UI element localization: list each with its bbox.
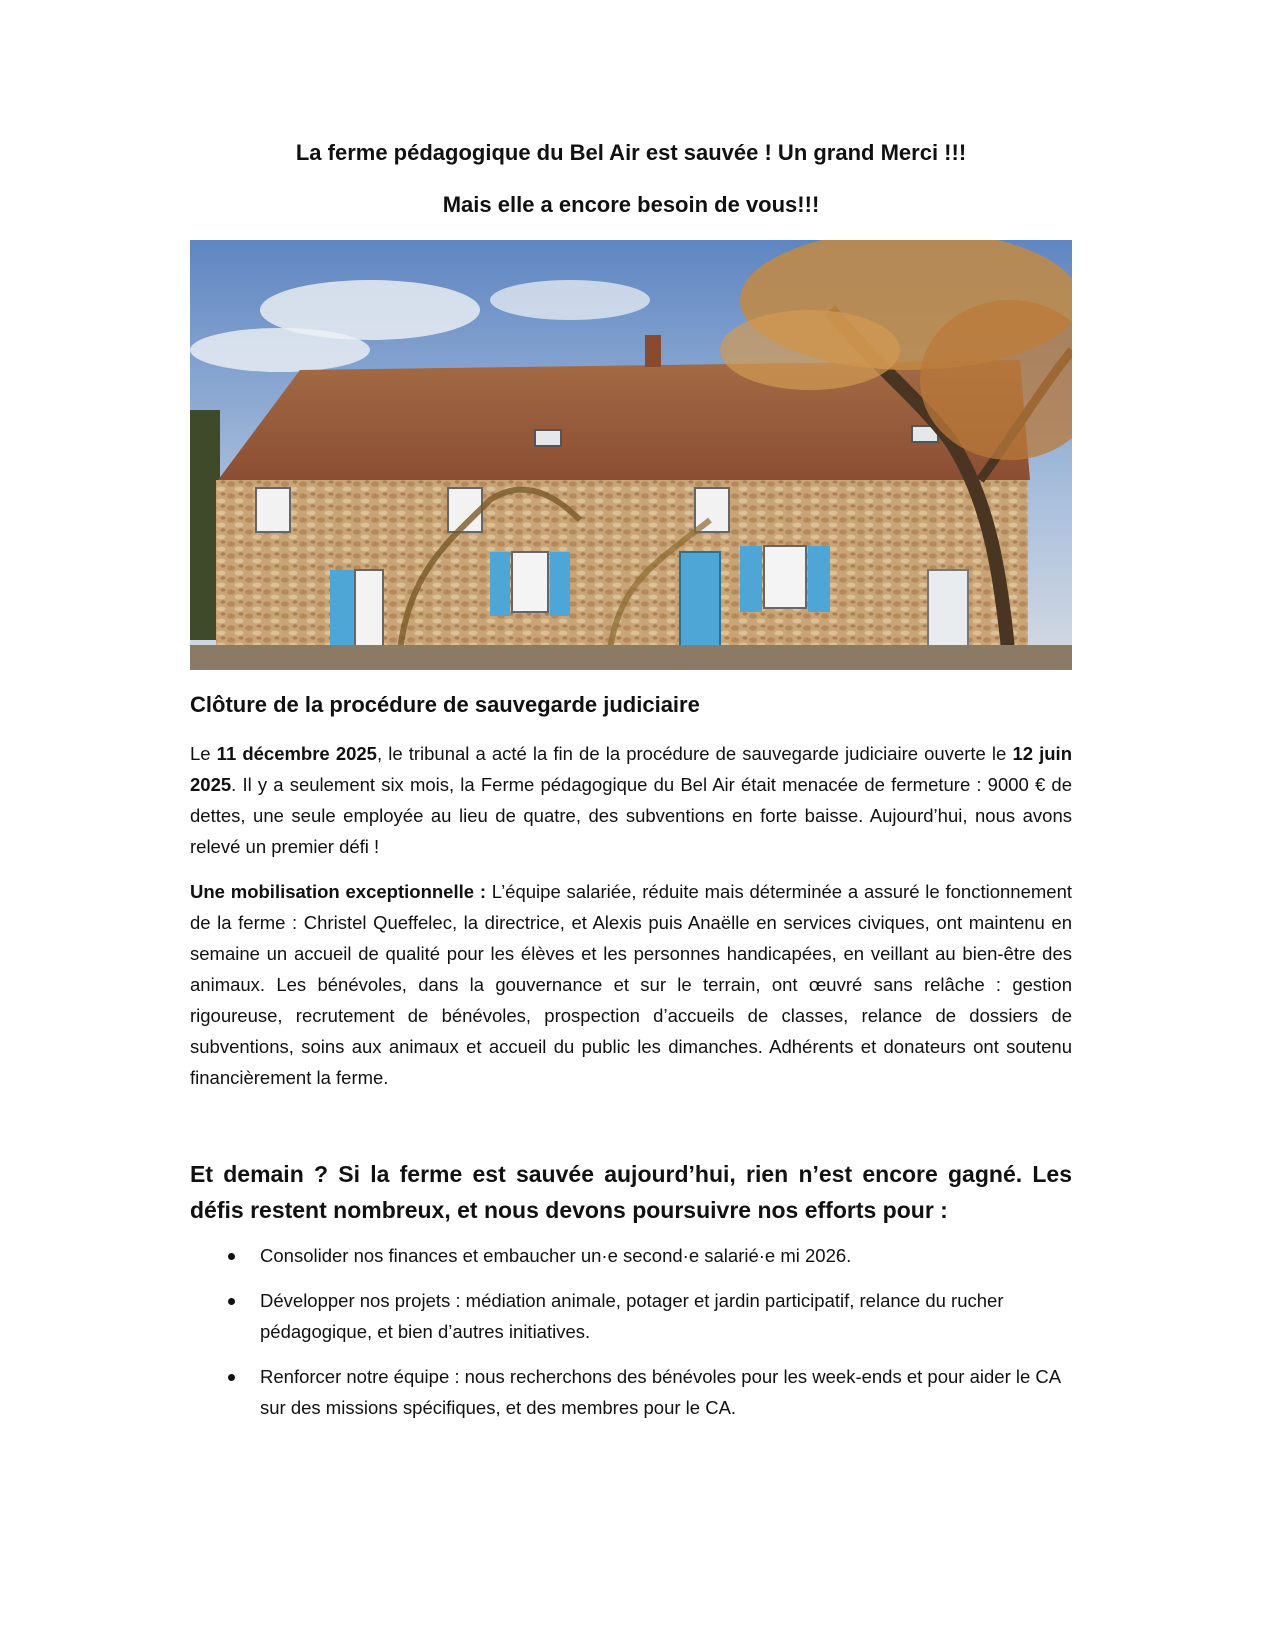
document-title: La ferme pédagogique du Bel Air est sauvée ! Un grand Merci !!! — [295, 140, 967, 165]
roof — [218, 360, 1030, 480]
document-subtitle: Mais elle a encore besoin de vous!!! — [442, 192, 820, 217]
para1-date-2: 12 juin 2025 — [190, 743, 1072, 795]
list-item-text: Renforcer notre équipe : nous recherchons des bénévoles pour les week-ends et pour aider le CA sur des missions spécifiques, et des membres pour le CA. — [260, 1366, 1061, 1418]
list-item-text: Développer nos projets : médiation animale, potager et jardin participatif, relance du rucher pédagogique, et bien d’autres initiatives. — [260, 1290, 1004, 1342]
para2-lead: Une mobilisation exceptionnelle : — [190, 881, 486, 902]
chimney — [645, 335, 661, 367]
farmhouse-photo — [190, 240, 1072, 670]
bullet-icon — [228, 1374, 235, 1381]
section-heading: Clôture de la procédure de sauvegarde judiciaire — [190, 692, 700, 717]
goals-list — [190, 1240, 1072, 1437]
list-item — [190, 1240, 1072, 1271]
bullet-icon — [228, 1253, 235, 1260]
para2-text: L’équipe salariée, réduite mais déterminée a assuré le fonctionnement de la ferme : Christel Queffelec, la directrice, et Alexis puis Anaëlle en services civiques, ont maintenu en semaine un accueil de qualité pour les élèves et les personnes handicapées, en veillant au bien-être des animaux. Les bénévoles, dans la gouvernance et sur le terrain, ont œuvré sans relâche : gestion rigoureuse, recrutement de bénévoles, prospection d’accueils de classes, relance de dossiers de subventions, soins aux animaux et accueil du public les dimanches. Adhérents et donateurs ont soutenu financièrement la ferme. — [190, 881, 1073, 1088]
para1-text-1: Le — [190, 743, 217, 764]
ground — [190, 645, 1072, 670]
para1-text-3: . Il y a seulement six mois, la Ferme pédagogique du Bel Air était menacée de fermeture : 9000 € de dettes, une seule employée au lieu de quatre, des subventions en forte baisse. Aujourd’hui, nous avons relevé un premier défi ! — [190, 774, 1072, 857]
list-item — [190, 1285, 1072, 1347]
tomorrow-heading: Et demain ? Si la ferme est sauvée aujourd’hui, rien n’est encore gagné. Les défis restent nombreux, et nous devons poursuivre nos efforts pour : — [190, 1161, 1072, 1223]
paragraph-mobilisation — [190, 876, 1072, 1093]
blue-door — [680, 552, 720, 650]
para1-date-1: 11 décembre 2025 — [216, 743, 377, 764]
farmhouse-illustration — [190, 240, 1072, 670]
paragraph-closure — [190, 738, 1072, 862]
list-item — [190, 1361, 1072, 1423]
list-item-text: Consolider nos finances et embaucher un·e second·e salarié·e mi 2026. — [260, 1245, 852, 1266]
bullet-icon — [228, 1298, 235, 1305]
para1-text-2: , le tribunal a acté la fin de la procédure de sauvegarde judiciaire ouverte le — [376, 743, 1013, 764]
